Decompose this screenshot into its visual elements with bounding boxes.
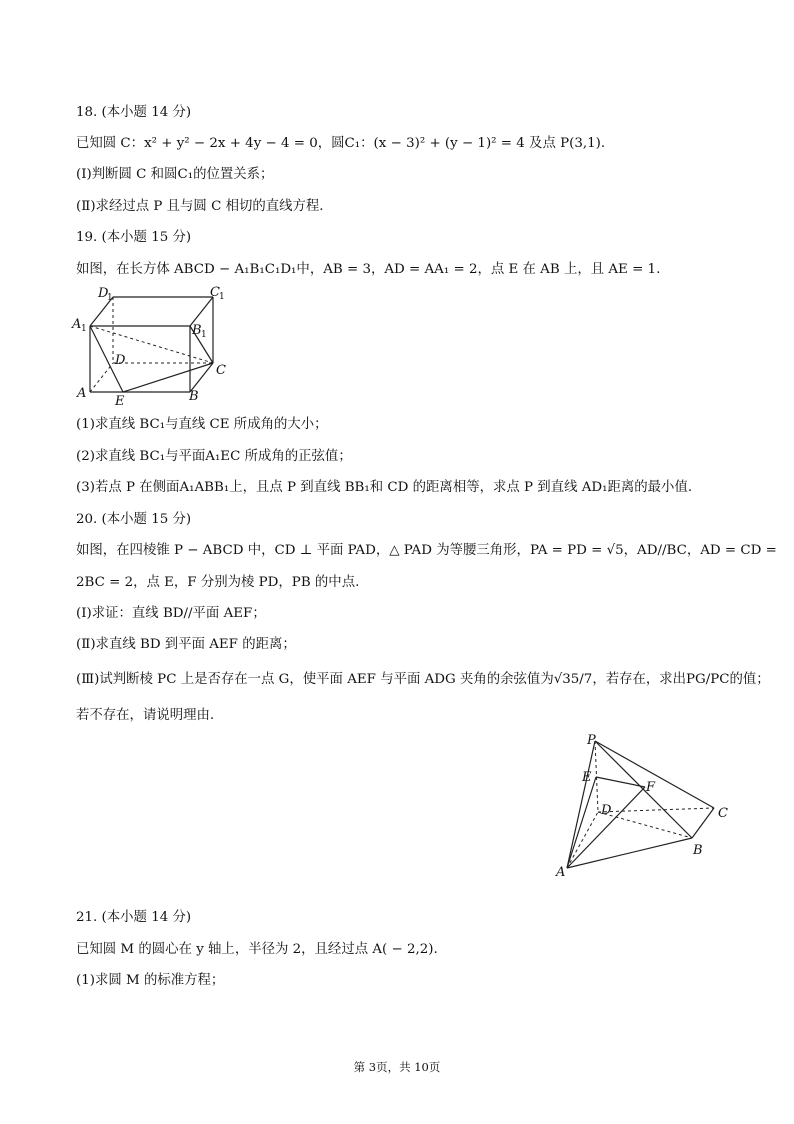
q18-part2: (Ⅱ)求经过点 P 且与圆 C 相切的直线方程. bbox=[76, 199, 324, 214]
label-B: B bbox=[189, 389, 199, 404]
q20-header: 20. (本小题 15 分) bbox=[76, 512, 192, 527]
label-B: B bbox=[693, 843, 703, 858]
q21-part1: (1)求圆 M 的标准方程； bbox=[76, 973, 225, 988]
label-P: P bbox=[587, 733, 596, 748]
label-D1: D bbox=[98, 286, 109, 301]
q19-stem: 如图，在长方体 ABCD − A₁B₁C₁D₁中，AB = 3，AD = AA₁ = 2，点 E 在 AB 上，且 AE = 1. bbox=[76, 262, 661, 277]
label-E: E bbox=[115, 394, 125, 408]
q20-part2: (Ⅱ)求直线 BD 到平面 AEF 的距离； bbox=[76, 637, 296, 652]
label-B1-sub: 1 bbox=[201, 330, 207, 340]
label-A1: A bbox=[72, 317, 82, 332]
label-D: D bbox=[115, 353, 126, 368]
q20-stem-line1: 如图，在四棱锥 P − ABCD 中，CD ⊥ 平面 PAD，△ PAD 为等腰三角形，PA = PD = √5，AD//BC，AD = CD = bbox=[76, 543, 777, 558]
label-D1-sub: 1 bbox=[107, 293, 113, 303]
q21-stem: 已知圆 M 的圆心在 y 轴上，半径为 2，且经过点 A( − 2,2). bbox=[76, 942, 438, 957]
label-C1-sub: 1 bbox=[219, 292, 225, 302]
q19-header: 19. (本小题 15 分) bbox=[76, 230, 192, 245]
label-C1: C bbox=[210, 285, 220, 300]
q20-part1: (Ⅰ)求证：直线 BD//平面 AEF； bbox=[76, 606, 266, 621]
q18-part1: (Ⅰ)判断圆 C 和圆C₁的位置关系； bbox=[76, 167, 274, 182]
q19-part1: (1)求直线 BC₁与直线 CE 所成角的大小； bbox=[76, 417, 328, 432]
page-footer: 第 3页，共 10页 bbox=[353, 1060, 441, 1074]
q19-cuboid-figure bbox=[68, 283, 238, 408]
q18-stem: 已知圆 C：x² + y² − 2x + 4y − 4 = 0，圆C₁：(x − 3)² + (y − 1)² = 4 及点 P(3,1). bbox=[76, 136, 606, 151]
label-C: C bbox=[718, 806, 728, 821]
label-F: F bbox=[646, 780, 656, 795]
q19-part3: (3)若点 P 在侧面A₁ABB₁上，且点 P 到直线 BB₁和 CD 的距离相等，求点 P 到直线 AD₁距离的最小值. bbox=[76, 480, 693, 495]
label-A: A bbox=[77, 386, 87, 401]
q20-part3-line2: 若不存在，请说明理由. bbox=[76, 708, 215, 723]
q21-header: 21. (本小题 14 分) bbox=[76, 910, 192, 925]
q19-part2: (2)求直线 BC₁与平面A₁EC 所成角的正弦值； bbox=[76, 449, 352, 464]
q20-stem-line2: 2BC = 2，点 E，F 分别为棱 PD，PB 的中点. bbox=[76, 575, 360, 590]
q20-part3-line1: (Ⅲ)试判断棱 PC 上是否存在一点 G，使平面 AEF 与平面 ADG 夹角的余弦值为√35/7，若存在，求出PG/PC的值； bbox=[76, 672, 770, 687]
q18-header: 18. (本小题 14 分) bbox=[76, 105, 192, 120]
label-C: C bbox=[216, 363, 226, 378]
label-E: E bbox=[582, 770, 592, 785]
label-A1-sub: 1 bbox=[81, 324, 87, 334]
label-D: D bbox=[601, 803, 612, 818]
q20-pyramid-figure bbox=[552, 728, 742, 883]
label-B1: B bbox=[192, 323, 202, 338]
label-A: A bbox=[556, 865, 566, 880]
